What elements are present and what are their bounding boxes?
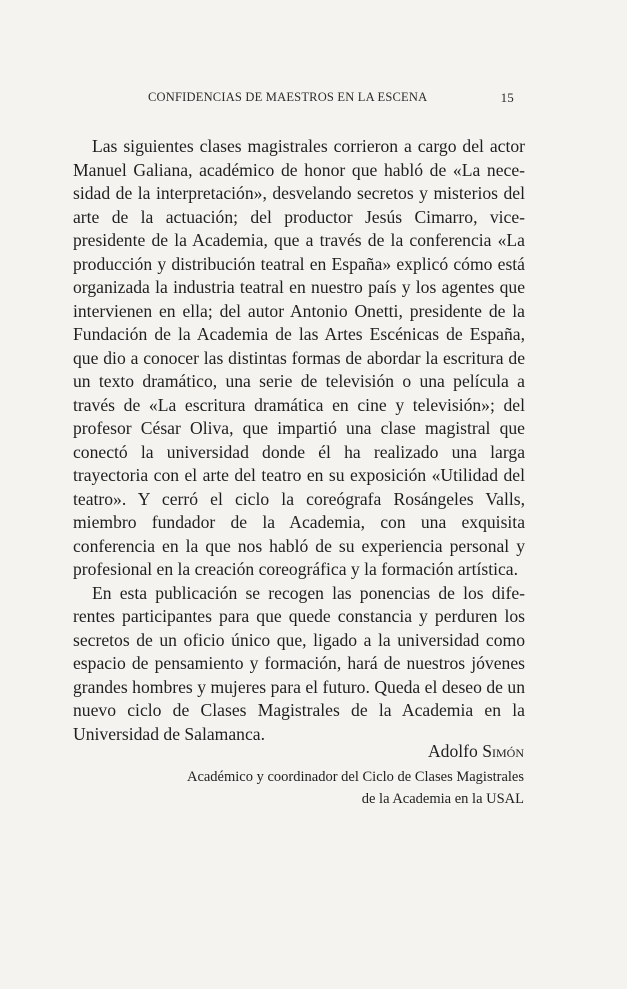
paragraph-1: Las siguientes clases magistrales corrieron a cargo del actor Manuel Galiana, académico de honor que habló de «La necesidad de la interpretación», desvelando secretos y misterios del arte de la actuación; del productor Jesús Cimarro, vicepresidente de la Academia, que a través de la conferencia «La producción y distribución teatral en España» explicó cómo está organizada la industria teatral en nuestro país y los agentes que intervienen en ella; del autor Antonio Onetti, presidente de la Fundación de la Academia de las Artes Escénicas de España, que dio a conocer las distintas formas de abordar la escritura de un texto dramático, una serie de televisión o una película a través de «La escritura dramática en cine y televisión»; del profesor César Oliva, que impartió una clase magistral que conectó la universidad donde él ha realizado una larga trayectoria con el arte del teatro en su exposición «Utilidad del teatro». Y cerró el ciclo la coreógrafa Rosángeles Valls, miembro fundador de la Academia, con una exquisita conferencia en la que nos habló de su experiencia personal y profesional en la creación coreográfica y la formación artística. [73,136,525,579]
page-number: 15 [500,90,514,105]
body-text [73,135,525,746]
signature-role [104,766,524,810]
signature-role-line-1: Académico y coordinador del Ciclo de Clases Magistrales [186,769,524,785]
signature-first-name: Adolfo [427,741,478,761]
signature-name [428,741,524,762]
signature-surname: Simón [482,741,524,761]
signature-role-line-2: de la Academia en la USAL [361,791,524,807]
paragraph-2: En esta publicación se recogen las ponencias de los diferentes participantes para que quede constancia y perduren los secretos de un oficio único que, ligado a la universidad como espacio de pensamiento y formación, hará de nuestros jóvenes grandes hombres y mujeres para el futuro. Queda el deseo de un nuevo ciclo de Clases Magistrales de la Academia en la Universidad de Salamanca. [73,582,525,744]
running-title: CONFIDENCIAS DE MAESTROS EN LA ESCENA [148,90,428,104]
